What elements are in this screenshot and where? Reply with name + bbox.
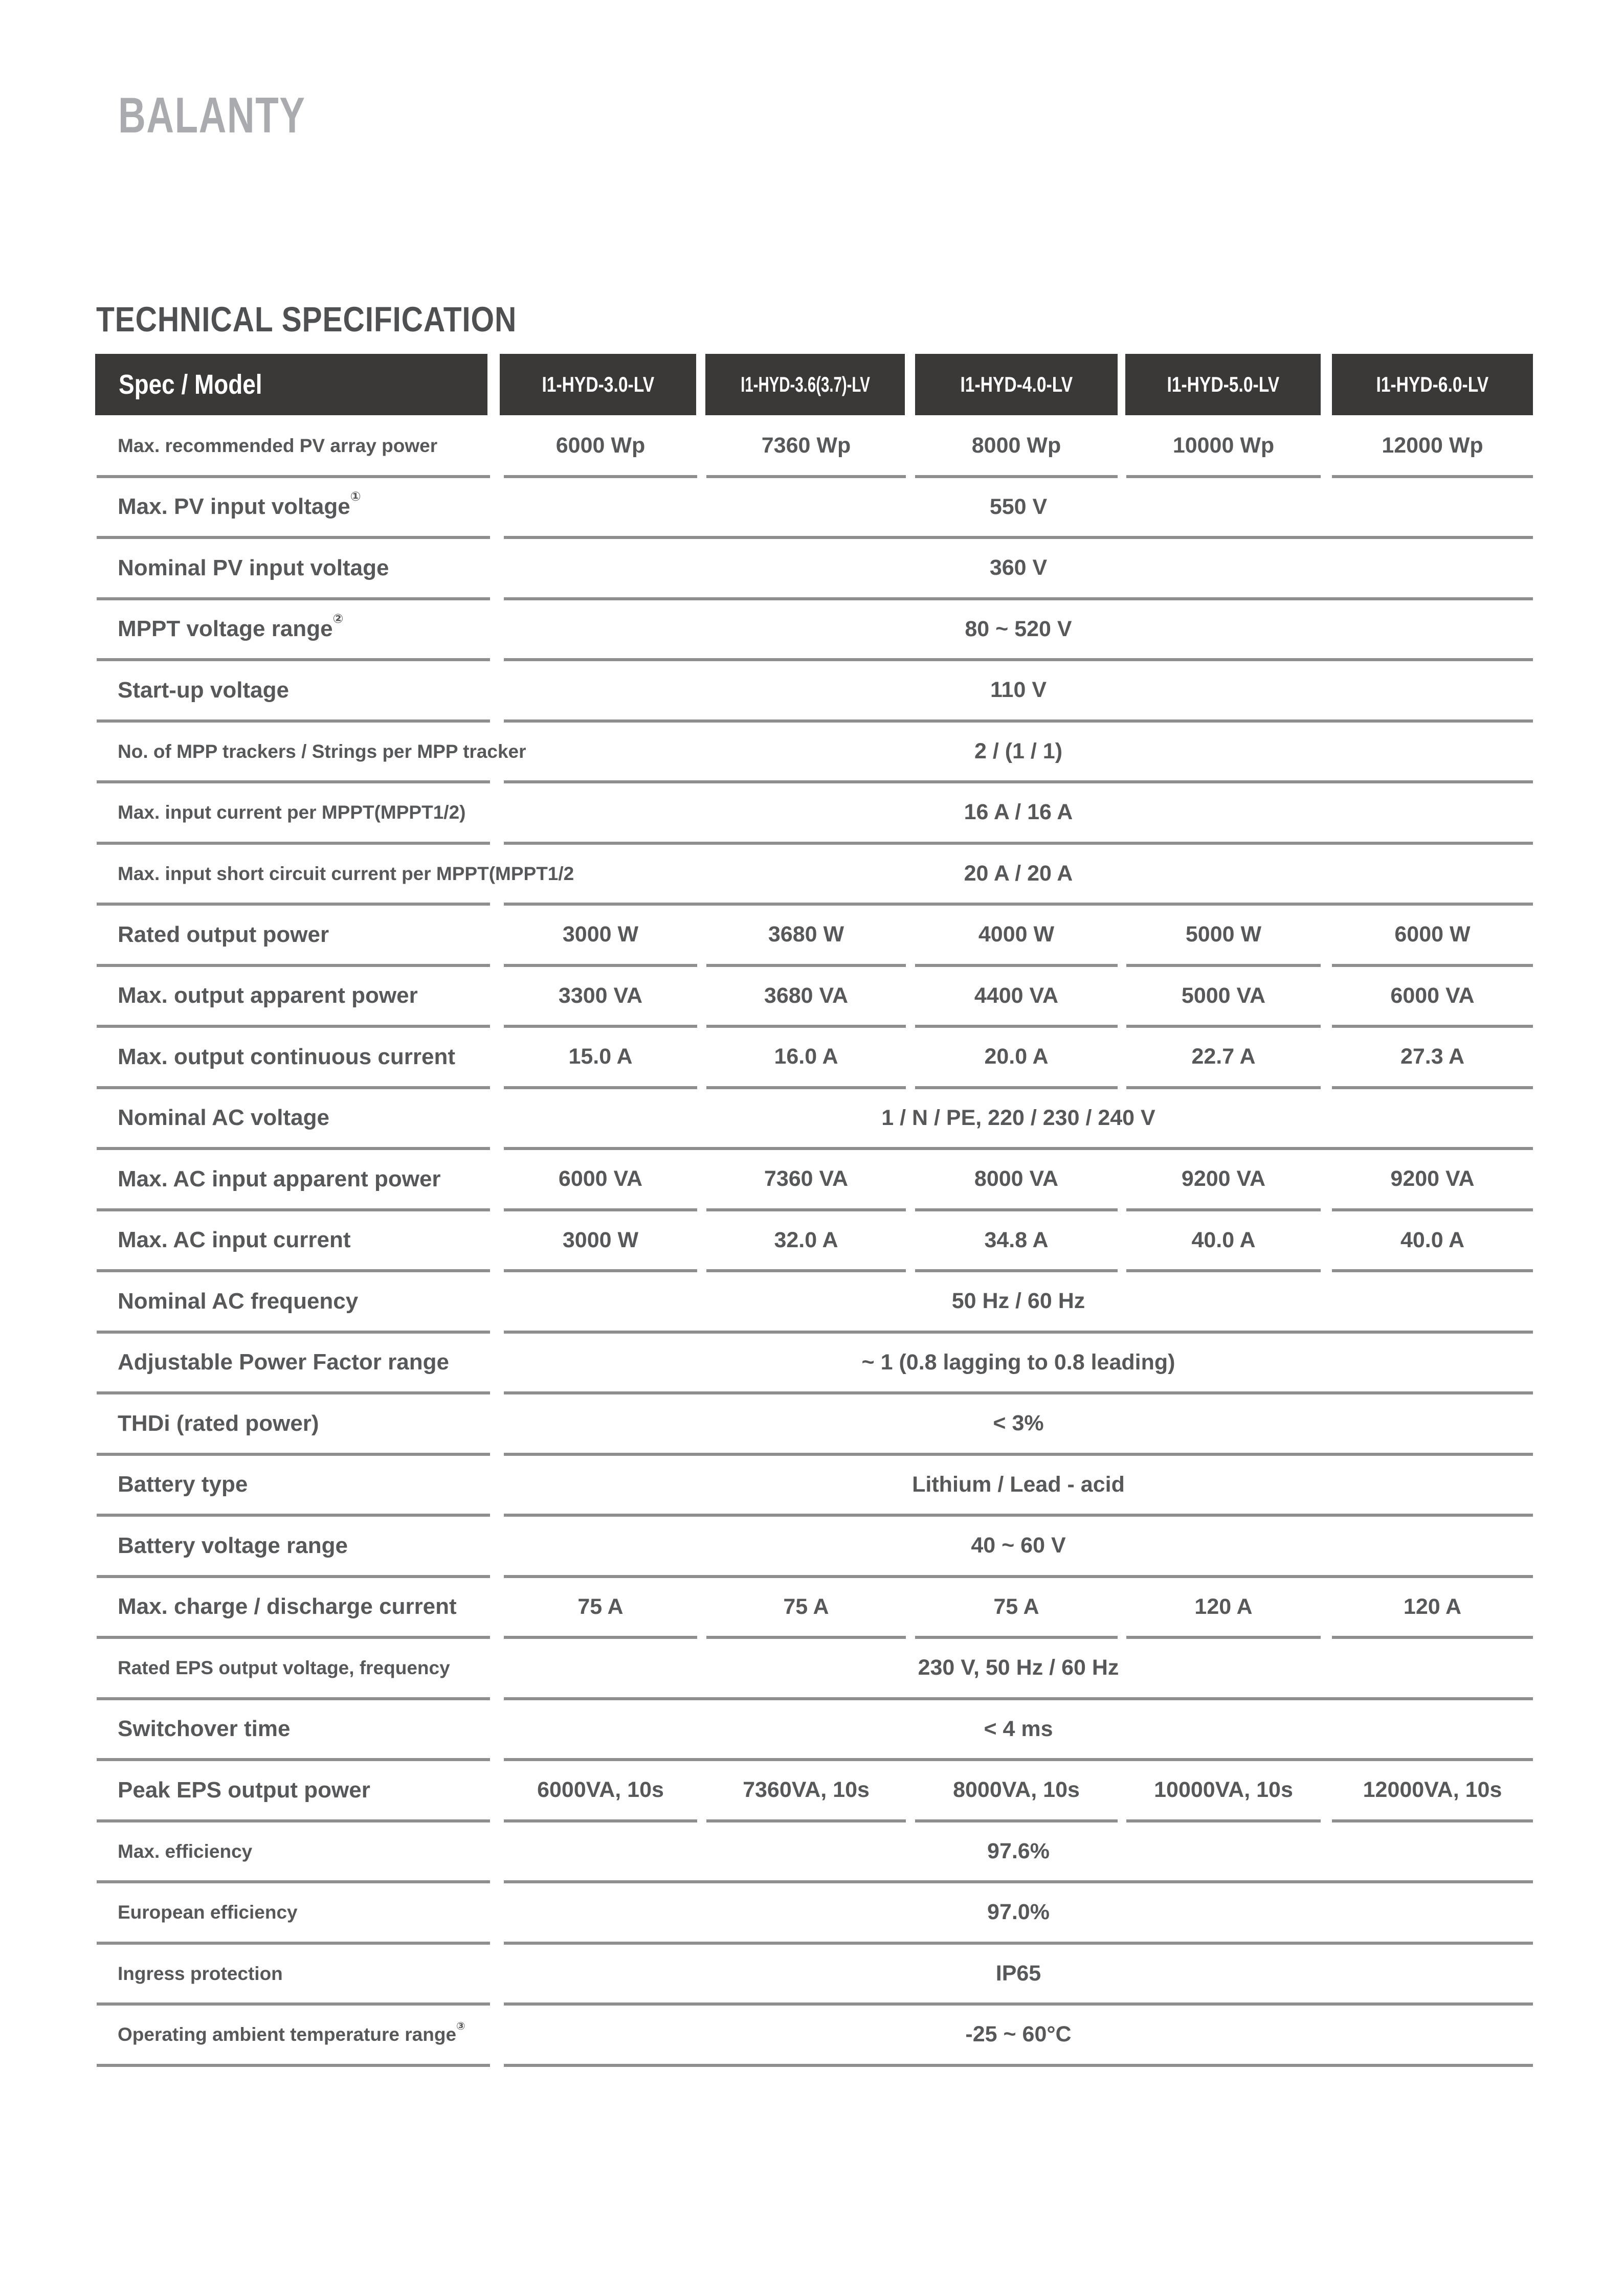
spec-value-cell: 9200 VA [1181,1166,1266,1191]
spec-row-21 [0,1637,1624,1699]
spec-value-merged: IP65 [995,1961,1041,1986]
spec-value-cell: 6000 Wp [555,433,646,458]
spec-row-label-text: Operating ambient temperature range③ [118,2019,465,2045]
spec-row-27 [0,2004,1624,2065]
spec-row-label [118,1577,457,1638]
spec-value-cell: 75 A [577,1594,624,1619]
spec-row-label-text: Switchover time [118,1716,291,1742]
spec-row-20 [0,1577,1624,1638]
row-rule-merged [504,2064,1533,2067]
spec-row-label-text: Max. efficiency [118,1840,253,1862]
spec-value-cell: 120 A [1194,1594,1253,1619]
spec-value-merged: 110 V [990,678,1047,703]
spec-value-cell: 40.0 A [1400,1227,1465,1252]
spec-row-6 [0,721,1624,782]
spec-table [0,354,1624,2065]
row-rule-label [97,2064,490,2067]
spec-row-label [118,1637,450,1699]
spec-row-label-text: Nominal PV input voltage [118,555,389,580]
spec-value-merged: 97.6% [987,1838,1050,1863]
spec-value-cell: 5000 VA [1181,983,1266,1008]
spec-row-label-text: Nominal AC frequency [118,1288,359,1314]
brand-logo: BALANTY [118,87,306,143]
model-header-cell-4 [1125,354,1321,415]
spec-value-merged: Lithium / Lead - acid [912,1472,1125,1497]
model-header-label: I1-HYD-5.0-LV [1167,372,1279,396]
spec-row-label [118,782,465,843]
spec-row-19 [0,1515,1624,1577]
spec-row-label-text: Nominal AC voltage [118,1105,329,1131]
spec-row-label-text: No. of MPP trackers / Strings per MPP tracker [118,740,526,762]
spec-row-label [118,1454,248,1516]
spec-row-7 [0,782,1624,843]
spec-value-merged: < 3% [993,1411,1044,1436]
spec-row-16 [0,1332,1624,1393]
spec-value-cell: 15.0 A [568,1044,633,1069]
spec-table-body [0,415,1624,2065]
spec-row-label-text: Adjustable Power Factor range [118,1349,449,1375]
spec-row-2 [0,477,1624,538]
footnote-marker: ③ [456,2019,465,2032]
spec-row-12 [0,1088,1624,1149]
model-header-label: I1-HYD-4.0-LV [960,372,1073,396]
spec-row-17 [0,1393,1624,1454]
spec-value-cell: 3300 VA [558,983,643,1008]
spec-value-cell: 4000 W [978,922,1055,947]
spec-row-label [118,1393,319,1454]
spec-value-cell: 10000VA, 10s [1154,1777,1293,1803]
spec-row-14 [0,1210,1624,1271]
spec-value-merged: 360 V [989,555,1048,580]
spec-value-cell: 6000 VA [558,1166,643,1191]
spec-value-cell: 6000 W [1394,922,1471,947]
spec-value-cell: 32.0 A [774,1227,838,1252]
spec-value-merged: 20 A / 20 A [964,861,1073,886]
footnote-marker: ① [350,488,361,504]
spec-value-cell: 34.8 A [984,1227,1049,1252]
spec-value-cell: 6000VA, 10s [537,1777,664,1803]
spec-value-cell: 5000 W [1185,922,1262,947]
spec-row-label-text: Ingress protection [118,1963,283,1984]
spec-row-label-text: Max. charge / discharge current [118,1594,457,1619]
spec-value-cell: 8000VA, 10s [953,1777,1080,1803]
spec-value-cell: 10000 Wp [1172,433,1275,458]
spec-row-label [118,1271,358,1332]
spec-value-cell: 75 A [783,1594,829,1619]
spec-row-25 [0,1882,1624,1943]
spec-value-merged: 1 / N / PE, 220 / 230 / 240 V [881,1105,1155,1130]
spec-row-label-text: Max. PV input voltage① [118,488,361,520]
spec-row-label-text: Start-up voltage [118,677,289,703]
spec-row-label [118,660,289,721]
footnote-marker: ② [332,611,344,626]
spec-value-cell: 12000VA, 10s [1363,1777,1502,1803]
spec-value-cell: 4400 VA [974,983,1059,1008]
spec-value-cell: 40.0 A [1191,1227,1256,1252]
spec-row-label-text: Rated output power [118,921,329,947]
model-header-label: I1-HYD-3.0-LV [542,372,654,396]
spec-row-label [118,599,343,660]
spec-row-label [118,2004,465,2065]
spec-row-9 [0,904,1624,965]
model-header-label: I1-HYD-3.6(3.7)-LV [740,372,870,396]
spec-row-8 [0,843,1624,905]
spec-value-merged: 97.0% [987,1900,1050,1925]
spec-row-label-text: Battery voltage range [118,1533,348,1558]
spec-row-label [118,1821,252,1882]
spec-row-4 [0,599,1624,660]
spec-value-cell: 7360 VA [764,1166,849,1191]
spec-row-5 [0,660,1624,721]
spec-value-cell: 7360 Wp [761,433,851,458]
spec-value-cell: 3680 VA [764,983,849,1008]
spec-value-cell: 8000 Wp [971,433,1061,458]
spec-value-cell: 120 A [1403,1594,1462,1619]
spec-row-label [118,965,418,1027]
spec-row-label-text: Battery type [118,1472,248,1497]
spec-row-13 [0,1149,1624,1210]
spec-row-label-text: Max. recommended PV array power [118,435,438,457]
spec-value-cell: 3000 W [562,1227,639,1252]
spec-row-label-text: THDi (rated power) [118,1410,319,1436]
spec-row-3 [0,537,1624,599]
spec-row-label [118,415,437,477]
spec-row-label [118,1210,351,1271]
spec-row-label-text: Peak EPS output power [118,1777,370,1803]
spec-value-cell: 22.7 A [1191,1044,1256,1069]
model-header-cell-3 [915,354,1118,415]
spec-value-merged: < 4 ms [984,1716,1053,1741]
spec-row-1 [0,415,1624,477]
spec-row-label [118,1515,348,1577]
spec-model-header-label: Spec / Model [119,369,262,400]
spec-value-cell: 12000 Wp [1382,433,1483,458]
model-header-cell-2 [705,354,905,415]
spec-value-merged: ~ 1 (0.8 lagging to 0.8 leading) [861,1349,1175,1375]
model-header-cell-5 [1332,354,1533,415]
spec-value-cell: 8000 VA [974,1166,1059,1191]
spec-model-header-cell [95,354,487,415]
spec-row-label [118,904,329,965]
spec-value-cell: 20.0 A [984,1044,1049,1069]
spec-row-label [118,477,361,538]
spec-table-header [0,354,1624,415]
spec-value-cell: 7360VA, 10s [743,1777,870,1803]
spec-row-label [118,1882,298,1943]
spec-row-11 [0,1026,1624,1088]
spec-row-label [118,1760,370,1821]
spec-value-cell: 9200 VA [1390,1166,1475,1191]
spec-value-merged: 2 / (1 / 1) [974,738,1063,763]
spec-row-label-text: Max. output apparent power [118,983,418,1008]
spec-row-label [118,537,389,599]
spec-row-label [118,1026,455,1088]
spec-row-label [118,1699,290,1760]
spec-row-label-text: Max. output continuous current [118,1044,455,1069]
spec-value-merged: 16 A / 16 A [964,800,1073,825]
spec-value-cell: 6000 VA [1390,983,1475,1008]
spec-row-label [118,1149,441,1210]
spec-value-cell: 27.3 A [1400,1044,1465,1069]
spec-value-merged: 50 Hz / 60 Hz [951,1289,1085,1314]
spec-row-label-text: Max. input short circuit current per MPPT(MPPT1/2 [118,863,574,884]
spec-value-cell: 75 A [993,1594,1039,1619]
spec-row-label-text: MPPT voltage range② [118,611,344,642]
model-header-cell-1 [500,354,696,415]
spec-value-merged: 230 V, 50 Hz / 60 Hz [918,1655,1119,1680]
spec-row-23 [0,1760,1624,1821]
spec-row-label [118,721,526,782]
spec-row-15 [0,1271,1624,1332]
spec-value-merged: -25 ~ 60°C [965,2022,1072,2047]
spec-row-label-text: Rated EPS output voltage, frequency [118,1657,450,1679]
spec-row-22 [0,1699,1624,1760]
spec-row-24 [0,1821,1624,1882]
spec-row-label-text: Max. input current per MPPT(MPPT1/2) [118,802,466,823]
spec-value-merged: 550 V [989,494,1048,519]
spec-value-merged: 40 ~ 60 V [971,1533,1066,1558]
spec-row-label [118,1088,329,1149]
spec-row-label-text: European efficiency [118,1902,298,1923]
spec-value-merged: 80 ~ 520 V [965,616,1072,641]
spec-value-cell: 3000 W [562,922,639,947]
spec-row-label-text: Max. AC input current [118,1227,351,1253]
spec-value-cell: 16.0 A [774,1044,838,1069]
spec-row-26 [0,1943,1624,2005]
spec-row-label [118,1943,283,2005]
model-header-label: I1-HYD-6.0-LV [1376,372,1489,396]
spec-row-18 [0,1454,1624,1516]
spec-value-cell: 3680 W [768,922,844,947]
spec-row-label-text: Max. AC input apparent power [118,1166,441,1191]
spec-row-label [118,1332,449,1393]
page-title: TECHNICAL SPECIFICATION [96,300,517,339]
spec-row-10 [0,965,1624,1027]
